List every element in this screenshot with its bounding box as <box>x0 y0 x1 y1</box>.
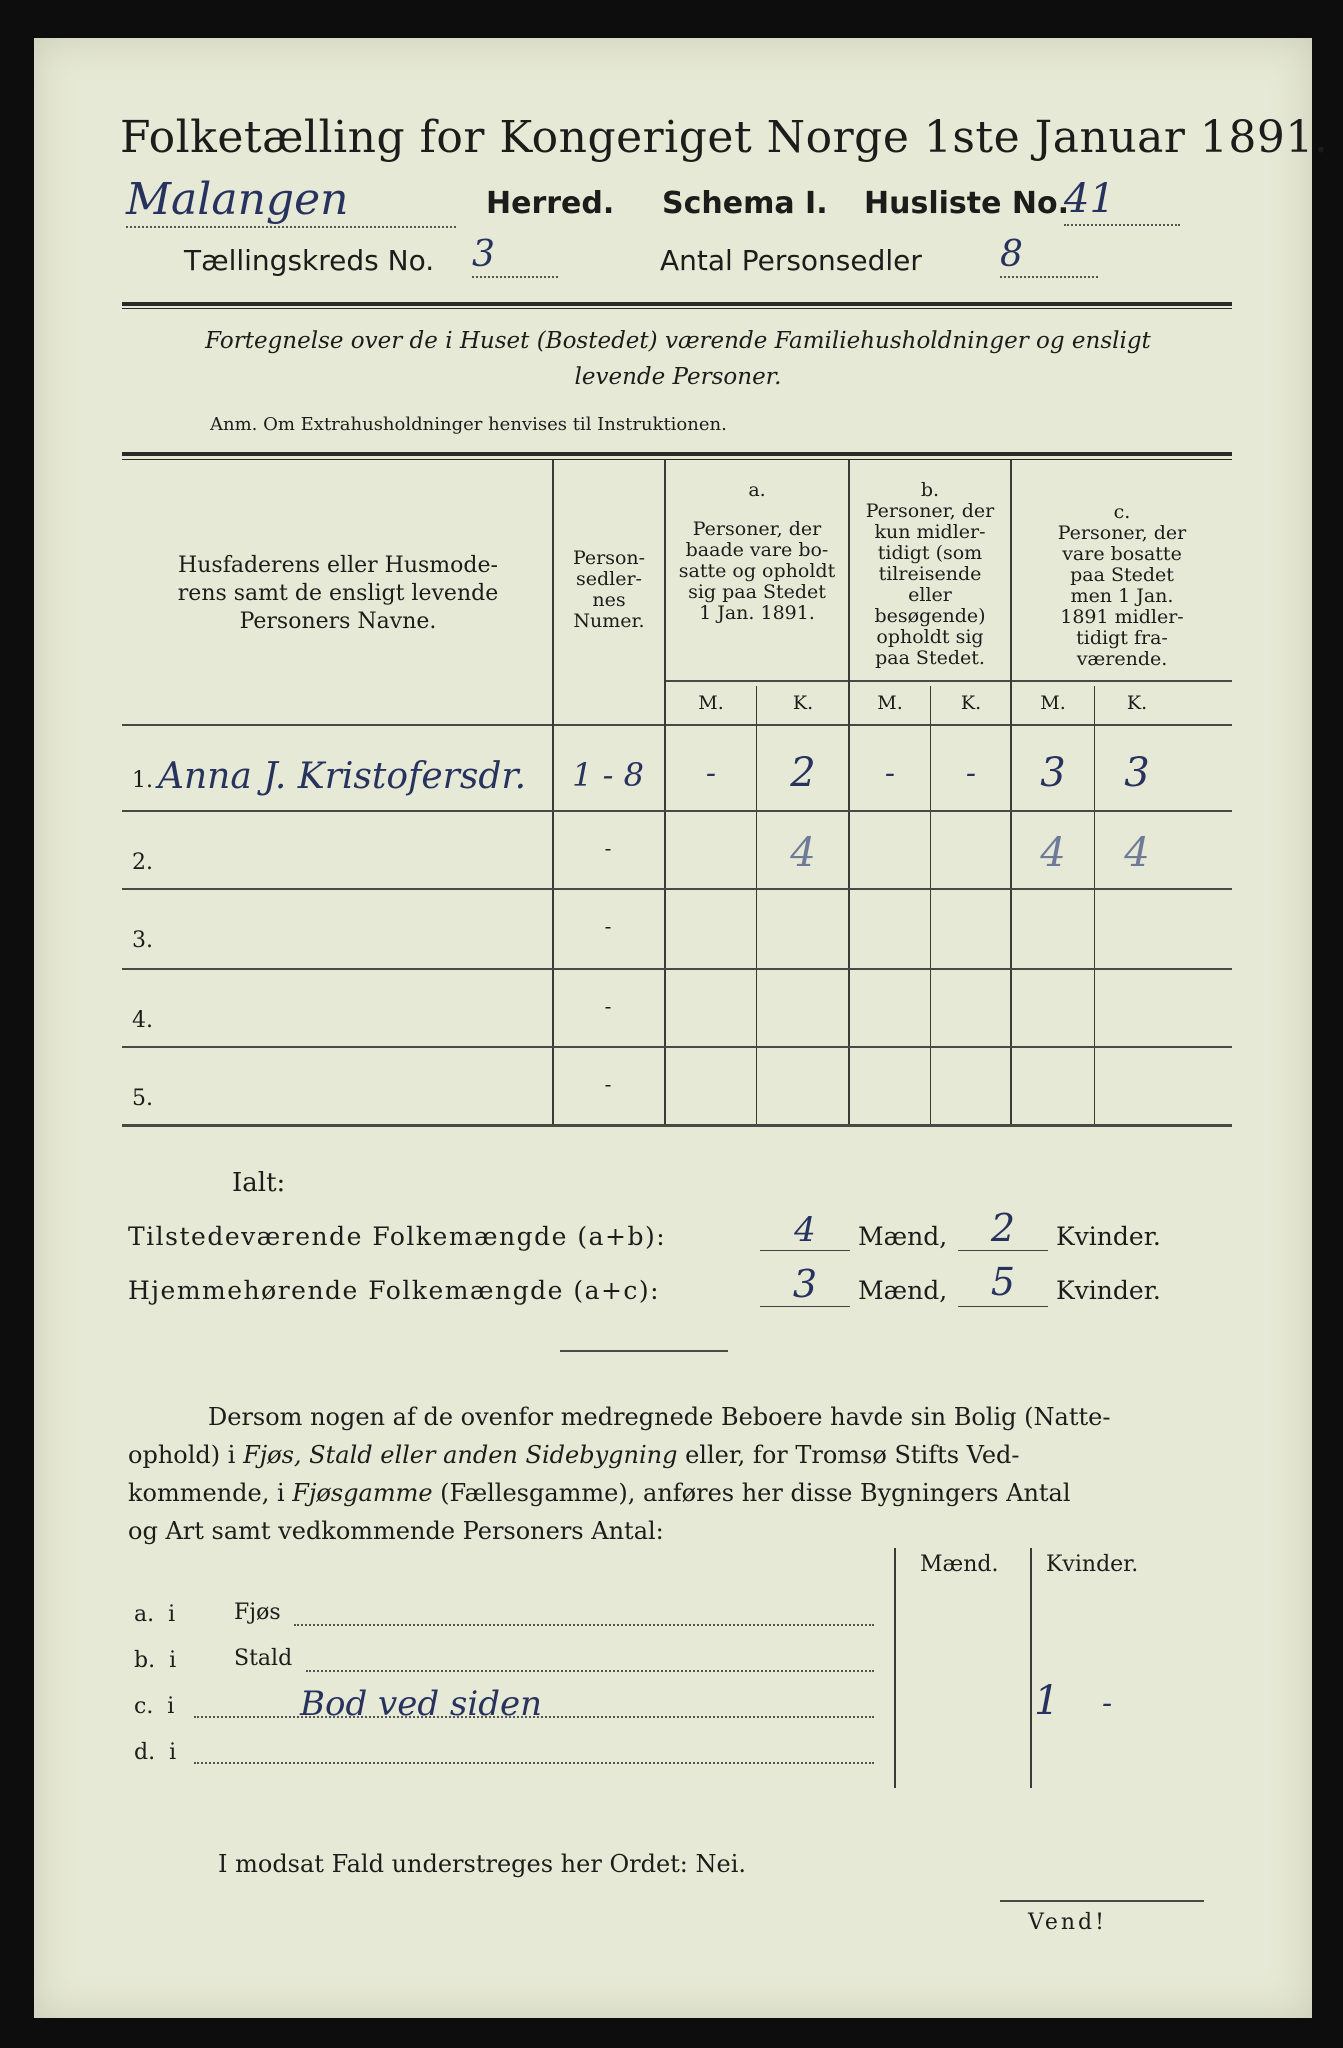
head-num-line: Numer. <box>573 610 645 632</box>
building-label: Fjøs <box>234 1600 281 1625</box>
row-num: - <box>604 1072 612 1096</box>
note-text: eller, for Tromsø Stifts Ved- <box>677 1441 1020 1469</box>
section-divider <box>560 1350 728 1352</box>
row-a-k: 2 <box>790 750 816 796</box>
row-a-m: - <box>705 756 717 791</box>
head-b-k: K. <box>960 692 982 714</box>
head-c-m: M. <box>1040 692 1066 714</box>
head-b-line: Personer, der <box>865 500 995 522</box>
note-paragraph <box>128 1398 1232 1550</box>
ialt-label: Ialt: <box>232 1168 286 1198</box>
table-top-rule-thin <box>122 459 1232 460</box>
note-line <box>128 1512 1232 1550</box>
head-c-line: tidigt fra- <box>1076 627 1168 649</box>
row-number: 1. <box>132 768 153 793</box>
header-rule-thin <box>122 308 1232 309</box>
table-bottom <box>122 1124 1232 1127</box>
head-c-line: men 1 Jan. <box>1070 585 1174 607</box>
head-c-k: K. <box>1126 692 1148 714</box>
note-text-italic: Fjøsgamme <box>292 1479 433 1507</box>
row-num: - <box>604 836 612 860</box>
building-row <box>134 1598 894 1638</box>
row-number: 4. <box>132 1008 153 1033</box>
kreds-value: 3 <box>472 234 558 278</box>
head-b <box>850 480 1010 669</box>
head-a-line: baade vare bo- <box>685 539 829 561</box>
table-header-bottom <box>122 724 1232 726</box>
head-b-line: besøgende) <box>874 605 986 627</box>
row-number: 5. <box>132 1086 153 1111</box>
row-number: 2. <box>132 850 153 875</box>
row-b-m: - <box>884 756 896 791</box>
antal-label: Antal Personsedler <box>660 244 922 277</box>
head-num <box>554 548 664 632</box>
head-c-line: Personer, der <box>1057 522 1187 544</box>
building-letter: c. i <box>134 1694 175 1719</box>
buildings-head-maend: Mænd. <box>920 1552 999 1577</box>
head-c-line: 1891 midler- <box>1060 606 1184 628</box>
vend-label: Vend! <box>1028 1910 1107 1935</box>
head-b-line: opholdt sig <box>876 626 984 648</box>
totals-line2-label: Hjemmehørende Folkemængde (a+c): <box>128 1276 661 1305</box>
building-c-kvinder: - <box>1102 1686 1113 1721</box>
building-row <box>134 1644 894 1684</box>
row-name: Anna J. Kristofersdr. <box>158 756 527 797</box>
head-a-k: K. <box>792 692 814 714</box>
row-c-k: 4 <box>1124 830 1150 876</box>
totals-maend-label: Mænd, <box>858 1276 948 1305</box>
head-b-line: kun midler- <box>874 521 986 543</box>
building-row <box>134 1732 894 1772</box>
totals-line2-maend: 3 <box>760 1262 850 1307</box>
modsat-note: I modsat Fald understreges her Ordet: Nei. <box>218 1850 747 1878</box>
head-a <box>666 480 848 624</box>
head-name-line: Husfaderens eller Husmode- <box>178 553 498 578</box>
row-number: 3. <box>132 928 153 953</box>
head-b-line: tidigt (som <box>877 542 983 564</box>
schema-label: Schema I. <box>662 186 828 221</box>
building-label: Bod ved siden <box>300 1684 543 1724</box>
head-a-line: 1 Jan. 1891. <box>699 602 815 624</box>
building-dots <box>306 1670 874 1672</box>
head-a-line: Personer, der <box>692 518 822 540</box>
building-row <box>134 1686 894 1730</box>
census-form <box>34 38 1329 2018</box>
vend-rule <box>1000 1900 1204 1902</box>
building-letter: a. i <box>134 1602 176 1627</box>
head-b-m: M. <box>877 692 903 714</box>
buildings-head-kvinder: Kvinder. <box>1046 1552 1139 1577</box>
table-row <box>122 810 1232 888</box>
row-c-m: 3 <box>1040 750 1066 796</box>
table-mk-top <box>664 680 1232 682</box>
header-rule <box>122 302 1232 306</box>
row-a-k: 4 <box>790 830 816 876</box>
head-a-line: satte og opholdt <box>678 560 836 582</box>
husliste-label: Husliste No. <box>864 186 1069 221</box>
row-b-k: - <box>965 756 977 791</box>
head-num-line: sedler- <box>576 568 642 590</box>
table-row <box>122 728 1232 810</box>
totals-line1-kvinder: 2 <box>958 1206 1048 1251</box>
head-name-line: Personers Navne. <box>239 609 437 634</box>
totals-line2-kvinder: 5 <box>958 1260 1048 1307</box>
note-line <box>128 1474 1232 1512</box>
intro-line1: Fortegnelse over de i Huset (Bostedet) værende Familiehusholdninger og ensligt <box>205 328 1151 354</box>
totals-kvinder-label: Kvinder. <box>1056 1222 1161 1251</box>
head-c-line: paa Stedet <box>1070 564 1174 586</box>
note-line <box>128 1398 1232 1436</box>
head-c-line: vare bosatte <box>1062 543 1182 565</box>
note-text-italic: Fjøs, Stald eller anden Sidebygning <box>243 1441 678 1469</box>
row-num: - <box>604 994 612 1018</box>
table-top-rule <box>122 452 1232 456</box>
building-letter: d. i <box>134 1740 177 1765</box>
buildings-divider <box>1030 1548 1032 1788</box>
head-a-m: M. <box>698 692 724 714</box>
herred-label: Herred. <box>486 186 615 221</box>
row-num: 1 - 8 <box>572 756 644 794</box>
totals-line1-maend: 4 <box>760 1210 850 1251</box>
note-line <box>128 1436 1232 1474</box>
head-b-line: paa Stedet. <box>875 647 985 669</box>
head-name-line: rens samt de ensligt levende <box>177 581 499 606</box>
note-text: og Art samt vedkommende Personers Antal: <box>128 1517 664 1545</box>
row-c-k: 3 <box>1124 750 1150 796</box>
head-name <box>126 552 550 636</box>
buildings-divider <box>894 1548 896 1788</box>
form-title: Folketælling for Kongeriget Norge 1ste Januar 1891. <box>120 112 1329 163</box>
herred-value: Malangen <box>126 174 456 228</box>
row-c-m: 4 <box>1040 830 1066 876</box>
head-num-line: nes <box>592 589 626 611</box>
anm-note: Anm. Om Extrahusholdninger henvises til Instruktionen. <box>210 414 727 435</box>
head-b-line: tilreisende <box>878 563 982 585</box>
building-dots <box>194 1762 874 1764</box>
row-num: - <box>604 914 612 938</box>
kreds-label: Tællingskreds No. <box>184 244 435 277</box>
head-b-line: eller <box>908 584 952 606</box>
building-dots <box>194 1716 874 1718</box>
antal-value: 8 <box>1000 234 1098 278</box>
table-row <box>122 1046 1232 1124</box>
note-text: Dersom nogen af de ovenfor medregnede Beboere havde sin Bolig (Natte- <box>208 1403 1111 1431</box>
table-row <box>122 888 1232 968</box>
note-text: ophold) i <box>128 1441 244 1469</box>
totals-maend-label: Mænd, <box>858 1222 948 1251</box>
head-c-line: værende. <box>1076 648 1168 670</box>
note-text: (Fællesgamme), anføres her disse Bygningers Antal <box>432 1479 1071 1507</box>
building-c-maend: 1 <box>1034 1678 1060 1724</box>
head-a-line: sig paa Stedet <box>688 581 826 603</box>
head-a-letter: a. <box>748 479 766 501</box>
head-b-letter: b. <box>920 479 940 501</box>
note-text: kommende, i <box>128 1479 293 1507</box>
building-label: Stald <box>234 1646 293 1671</box>
building-letter: b. i <box>134 1648 177 1673</box>
head-c-letter: c. <box>1113 501 1131 523</box>
head-c <box>1012 502 1232 670</box>
totals-kvinder-label: Kvinder. <box>1056 1276 1161 1305</box>
totals-line1-label: Tilstedeværende Folkemængde (a+b): <box>128 1222 667 1251</box>
building-dots <box>294 1624 874 1626</box>
table-row <box>122 968 1232 1046</box>
husliste-value: 41 <box>1064 176 1180 226</box>
intro-line2: levende Personer. <box>574 364 782 390</box>
head-num-line: Person- <box>572 547 646 569</box>
